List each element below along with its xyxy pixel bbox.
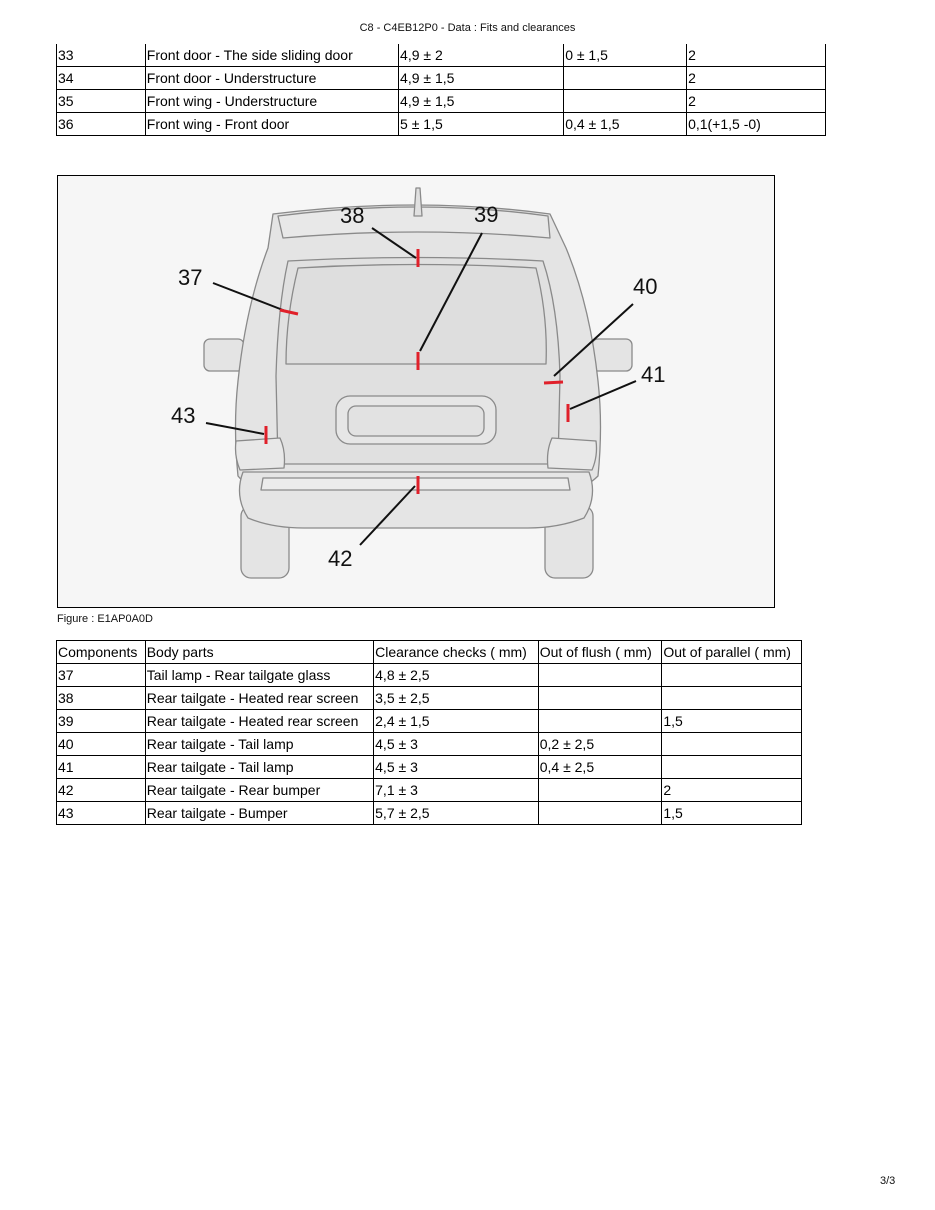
flush-cell: 0 ± 1,5 (564, 44, 687, 67)
component-cell: 41 (57, 756, 146, 779)
header-body-parts: Body parts (145, 641, 373, 664)
body-parts-cell: Tail lamp - Rear tailgate glass (145, 664, 373, 687)
marker-40-icon (544, 382, 563, 383)
clearance-cell: 4,8 ± 2,5 (374, 664, 539, 687)
parallel-cell: 2 (662, 779, 802, 802)
table-row (57, 90, 826, 113)
flush-cell (538, 779, 662, 802)
callout-37: 37 (178, 265, 203, 290)
flush-cell: 0,2 ± 2,5 (538, 733, 662, 756)
flush-cell (564, 67, 687, 90)
flush-cell (564, 90, 687, 113)
clearance-cell: 4,5 ± 3 (374, 756, 539, 779)
clearance-cell: 4,5 ± 3 (374, 733, 539, 756)
figure-caption: Figure : E1AP0A0D (57, 613, 153, 625)
table-row (57, 779, 802, 802)
component-cell: 37 (57, 664, 146, 687)
flush-cell (538, 664, 662, 687)
component-cell: 43 (57, 802, 146, 825)
clearance-cell: 4,9 ± 1,5 (399, 67, 564, 90)
clearance-cell: 5,7 ± 2,5 (374, 802, 539, 825)
fits-clearances-table (56, 640, 802, 825)
flush-cell (538, 802, 662, 825)
table-header-row (57, 641, 802, 664)
left-tail-lamp-shape (236, 438, 285, 470)
clearance-cell: 2,4 ± 1,5 (374, 710, 539, 733)
parallel-cell (662, 664, 802, 687)
body-parts-cell: Rear tailgate - Tail lamp (145, 756, 373, 779)
clearance-cell: 4,9 ± 2 (399, 44, 564, 67)
vehicle-rear-diagram (57, 175, 775, 608)
body-parts-cell: Rear tailgate - Bumper (145, 802, 373, 825)
table-row (57, 113, 826, 136)
parallel-cell: 2 (687, 44, 826, 67)
component-cell: 35 (57, 90, 146, 113)
parallel-cell (662, 733, 802, 756)
component-cell: 39 (57, 710, 146, 733)
callout-42: 42 (328, 546, 353, 571)
header-components: Components (57, 641, 146, 664)
right-mirror-shape (592, 339, 632, 371)
parallel-cell: 2 (687, 67, 826, 90)
flush-cell: 0,4 ± 1,5 (564, 113, 687, 136)
clearance-cell: 3,5 ± 2,5 (374, 687, 539, 710)
clearance-cell: 4,9 ± 1,5 (399, 90, 564, 113)
parallel-cell: 1,5 (662, 802, 802, 825)
callout-43: 43 (171, 403, 196, 428)
table-row (57, 733, 802, 756)
flush-cell (538, 687, 662, 710)
component-cell: 42 (57, 779, 146, 802)
rear-glass-shape (286, 265, 546, 365)
component-cell: 38 (57, 687, 146, 710)
fits-table-continued (56, 44, 826, 136)
body-parts-cell: Rear tailgate - Heated rear screen (145, 687, 373, 710)
table-row (57, 687, 802, 710)
table-row (57, 802, 802, 825)
component-cell: 34 (57, 67, 146, 90)
parallel-cell: 0,1(+1,5 -0) (687, 113, 826, 136)
parallel-cell: 1,5 (662, 710, 802, 733)
table-row (57, 710, 802, 733)
left-mirror-shape (204, 339, 244, 371)
table-row (57, 756, 802, 779)
header-flush: Out of flush ( mm) (538, 641, 662, 664)
body-parts-cell: Rear tailgate - Tail lamp (145, 733, 373, 756)
clearance-cell: 5 ± 1,5 (399, 113, 564, 136)
body-parts-cell: Front door - The side sliding door (145, 44, 398, 67)
right-tail-lamp-shape (548, 438, 597, 470)
flush-cell (538, 710, 662, 733)
header-parallel: Out of parallel ( mm) (662, 641, 802, 664)
component-cell: 40 (57, 733, 146, 756)
component-cell: 33 (57, 44, 146, 67)
parallel-cell (662, 756, 802, 779)
page-number: 3/3 (880, 1175, 896, 1187)
clearance-cell: 7,1 ± 3 (374, 779, 539, 802)
callout-40: 40 (633, 274, 658, 299)
car-rear-view-illustration (58, 176, 774, 607)
antenna-shape (414, 188, 422, 216)
component-cell: 36 (57, 113, 146, 136)
callout-41: 41 (641, 362, 666, 387)
body-parts-cell: Front door - Understructure (145, 67, 398, 90)
parallel-cell (662, 687, 802, 710)
table-row (57, 44, 826, 67)
callout-38: 38 (340, 203, 365, 228)
flush-cell: 0,4 ± 2,5 (538, 756, 662, 779)
body-parts-cell: Front wing - Understructure (145, 90, 398, 113)
table-row (57, 664, 802, 687)
body-parts-cell: Rear tailgate - Rear bumper (145, 779, 373, 802)
header-clearance: Clearance checks ( mm) (374, 641, 539, 664)
callout-39: 39 (474, 202, 499, 227)
body-parts-cell: Front wing - Front door (145, 113, 398, 136)
parallel-cell: 2 (687, 90, 826, 113)
table-row (57, 67, 826, 90)
page-header-title: C8 - C4EB12P0 - Data : Fits and clearances (359, 22, 576, 34)
body-parts-cell: Rear tailgate - Heated rear screen (145, 710, 373, 733)
